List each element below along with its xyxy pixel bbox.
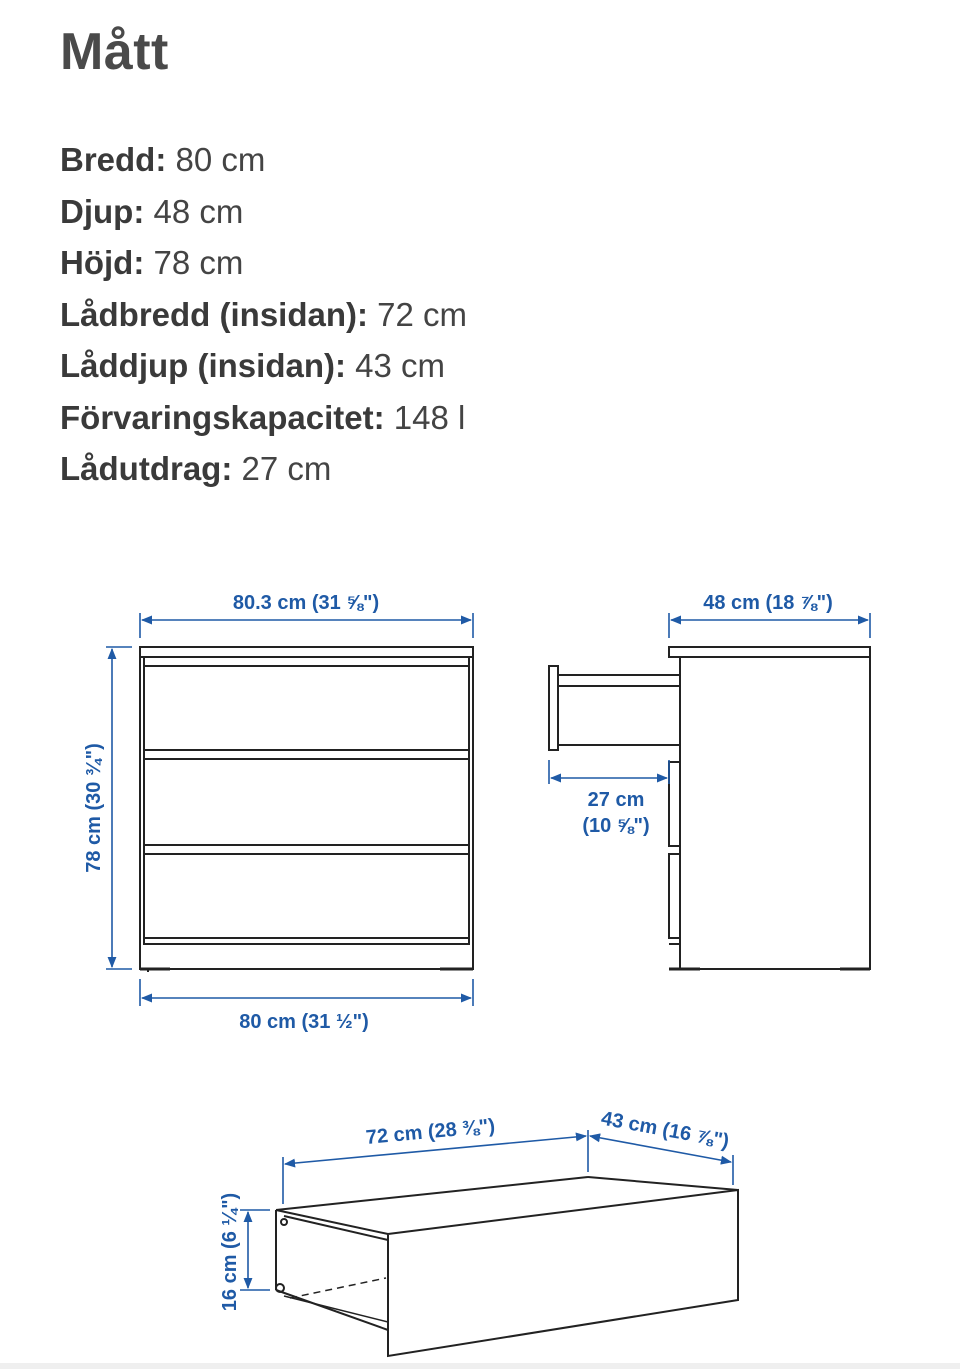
page-title: Mått [60, 23, 169, 81]
spec-value: 78 cm [153, 244, 244, 281]
spec-value: 80 cm [175, 141, 266, 178]
drawer-height-label: 16 cm (6 ¼") [219, 1192, 241, 1312]
side-depth-label: 48 cm (18 ⅞") [703, 592, 833, 614]
drawer-width-label: 72 cm (28 ⅜") [364, 1115, 496, 1149]
spec-label: Låddjup (insidan): [60, 347, 346, 384]
side-drawer-front [669, 854, 680, 938]
spec-value: 43 cm [355, 347, 446, 384]
front-top-width-label: 80.3 cm (31 ⅝") [232, 592, 380, 614]
drawer-gap [144, 657, 469, 666]
side-body [680, 657, 870, 969]
side-extension-label-line1: 27 cm [587, 789, 645, 811]
front-height-label: 78 cm (30 ¾") [83, 743, 105, 873]
front-view-dresser [140, 647, 473, 972]
side-drawer-front [669, 762, 680, 846]
open-drawer-front [549, 666, 558, 750]
front-dimension-lines [106, 613, 473, 1006]
spec-label: Djup: [60, 192, 145, 230]
drawer-dimension-lines [240, 1130, 733, 1290]
spec-label: Lådutdrag: [60, 450, 233, 487]
drawer-side-top-edge [276, 1210, 388, 1234]
side-dimension-lines [549, 613, 870, 784]
drawer-depth-label: 43 cm (16 ⅞") [599, 1107, 731, 1153]
side-extension-label-line2: (10 ⅝") [582, 815, 650, 837]
drawer-gap [144, 845, 469, 854]
dresser-top [140, 647, 473, 657]
side-top [669, 647, 870, 657]
drawer-box-front-panel [388, 1190, 738, 1356]
spec-label: Lådbredd (insidan): [60, 295, 368, 333]
spec-label: Höjd: [60, 244, 145, 281]
spec-label: Förvaringskapacitet: [60, 398, 385, 436]
drawer-gap [144, 938, 469, 944]
dresser-body [140, 657, 473, 969]
spec-label: Bredd: [60, 141, 167, 178]
spec-value: 72 cm [377, 295, 468, 333]
drawer-front [144, 759, 469, 845]
drawer-view [276, 1177, 738, 1356]
front-base-width-label: 80 cm (31 ½") [239, 1011, 369, 1033]
spec-value: 148 l [393, 398, 466, 436]
spec-value: 27 cm [241, 450, 332, 487]
bottom-divider [0, 1363, 960, 1369]
drawer-front [144, 854, 469, 938]
spec-value: 48 cm [153, 192, 244, 230]
drawer-front [144, 666, 469, 750]
drawer-back-top-edge [276, 1177, 588, 1210]
drawer-gap [144, 750, 469, 759]
